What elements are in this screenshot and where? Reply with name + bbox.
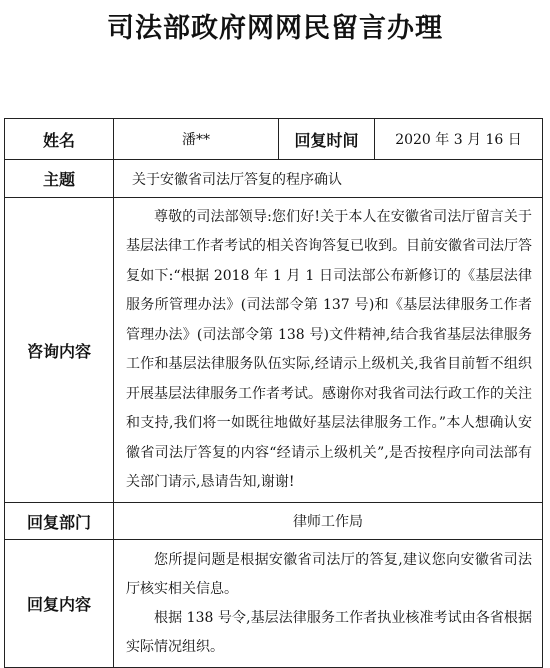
row-name <box>5 119 543 160</box>
row-subject <box>5 160 543 198</box>
reply-paragraph-1: 您所提问题是根据安徽省司法厅的答复,建议您向安徽省司法厅核实相关信息。 <box>126 551 532 597</box>
reply-content <box>114 540 543 668</box>
reply-label: 回复内容 <box>5 540 114 668</box>
row-inquiry <box>5 198 543 503</box>
dept-label: 回复部门 <box>5 503 114 540</box>
subject-label: 主题 <box>5 160 114 198</box>
dept-value: 律师工作局 <box>114 503 543 540</box>
name-value: 潘** <box>114 119 279 160</box>
page-title: 司法部政府网网民留言办理 <box>107 13 443 44</box>
row-reply <box>5 540 543 668</box>
reply-time-value: 2020 年 3 月 16 日 <box>375 119 543 160</box>
inquiry-content <box>114 198 543 503</box>
message-form-table <box>4 118 543 668</box>
inquiry-label: 咨询内容 <box>5 198 114 503</box>
reply-paragraph-2: 根据 138 号令,基层法律服务工作者执业核准考试由各省根据实际情况组织。 <box>126 609 532 655</box>
reply-time-label: 回复时间 <box>279 119 375 160</box>
subject-value: 关于安徽省司法厅答复的程序确认 <box>114 160 543 198</box>
inquiry-text: 尊敬的司法部领导:您们好!关于本人在安徽省司法厅留言关于基层法律工作者考试的相关咨询答复已收到。目前安徽省司法厅答复如下:“根据 2018 年 1 月 1 日司法部公布新修订的《基层法律服务所管理办法》(司法部令第 137 号)和《基层法律服务工作者管理办法》(司法部令第 138 号)文件精神,结合我省基层法律服务工作和基层法律服务队伍实际,经请示上级机关,我省目前暂不组织开展基层法律服务工作者考试。感谢你对我省司法行政工作的关注和支持,我们将一如既往地做好基层法律服务工作。”本人想确认安徽省司法厅答复的内容“经请示上级机关”,是否按程序向司法部有关部门请示,恳请告知,谢谢! <box>126 208 532 490</box>
row-dept <box>5 503 543 540</box>
name-label: 姓名 <box>5 119 114 160</box>
